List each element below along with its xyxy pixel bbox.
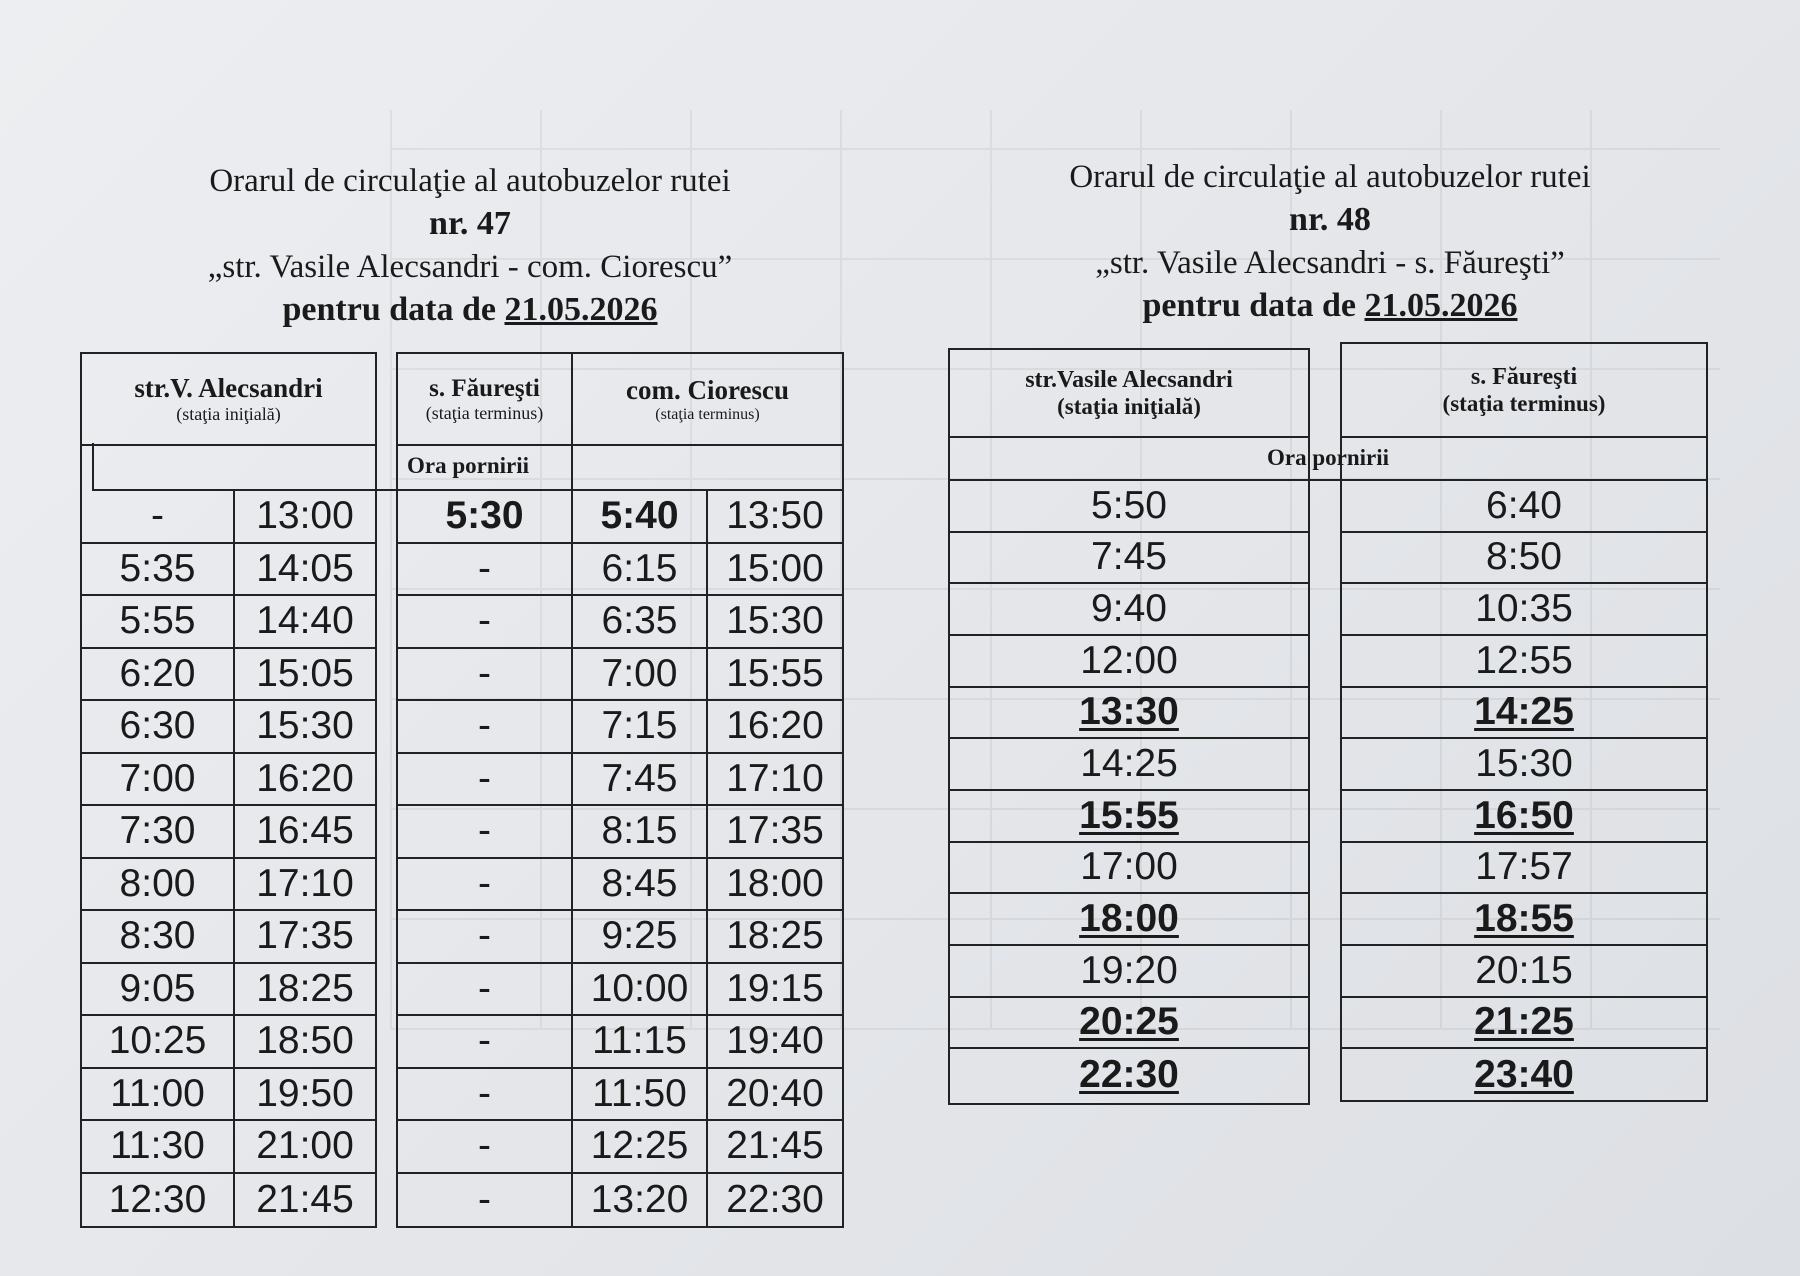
time-cell: 14:05 <box>235 544 375 597</box>
route-48-heading <box>970 156 1690 328</box>
time-cell: 17:10 <box>235 859 375 912</box>
time-cell: 22:30 <box>726 1177 824 1221</box>
station-note: (staţia terminus) <box>425 402 544 423</box>
time-cell: 13:20 <box>590 1177 689 1221</box>
time-cell: 17:35 <box>708 806 842 859</box>
time-cell: - <box>398 806 571 859</box>
route-48-title: Orarul de circulaţie al autobuzelor rutei <box>1069 159 1591 195</box>
time-cell: 11:50 <box>573 1069 706 1122</box>
time-cell: 23:40 <box>1474 1053 1574 1097</box>
time-cell: 17:00 <box>950 843 1308 895</box>
station-note: (staţia iniţială) <box>176 404 281 424</box>
time-cell: 6:40 <box>1342 481 1706 533</box>
time-cell: 8:30 <box>82 911 233 964</box>
time-cell: - <box>398 911 571 964</box>
time-cell: 13:00 <box>235 491 375 544</box>
ciorescu-column-1 <box>573 491 706 1226</box>
time-cell: 8:00 <box>82 859 233 912</box>
time-cell: 14:40 <box>235 596 375 649</box>
time-cell: 19:20 <box>950 946 1308 998</box>
station-name: s. Făureşti <box>1470 363 1578 390</box>
time-cell: 16:20 <box>708 701 842 754</box>
ora-pornirii-bar: Ora pornirii <box>92 443 844 491</box>
time-cell: 12:55 <box>1342 636 1706 688</box>
time-cell: - <box>398 649 571 702</box>
station-name: com. Ciorescu <box>626 374 789 405</box>
time-cell: - <box>82 491 233 544</box>
time-cell: 10:00 <box>573 964 706 1017</box>
time-cell: 19:40 <box>708 1016 842 1069</box>
time-cell: 12:25 <box>573 1121 706 1174</box>
fauresti-column <box>398 491 571 1226</box>
time-cell: 6:15 <box>573 544 706 597</box>
time-cell: 17:10 <box>708 754 842 807</box>
time-cell: 11:00 <box>82 1069 233 1122</box>
time-cell: - <box>398 1016 571 1069</box>
time-cell: 17:35 <box>235 911 375 964</box>
time-cell: 5:40 <box>573 491 706 544</box>
time-cell: 16:45 <box>235 806 375 859</box>
time-cell: - <box>478 1177 491 1221</box>
time-cell: 7:45 <box>573 754 706 807</box>
time-cell: 20:25 <box>950 998 1308 1050</box>
time-cell: - <box>398 544 571 597</box>
time-cell: 6:20 <box>82 649 233 702</box>
time-cell: 9:05 <box>82 964 233 1017</box>
time-cell: 15:05 <box>235 649 375 702</box>
time-cell: 5:35 <box>82 544 233 597</box>
time-cell: 7:00 <box>82 754 233 807</box>
alecsandri-column <box>950 481 1308 1101</box>
time-cell: 18:00 <box>708 859 842 912</box>
time-cell: - <box>398 1121 571 1174</box>
station-note: (staţia iniţială) <box>1057 393 1201 419</box>
terminus-header-row <box>398 354 842 446</box>
time-cell: 15:30 <box>235 701 375 754</box>
time-cell: 18:55 <box>1342 894 1706 946</box>
time-cell: 11:30 <box>82 1121 233 1174</box>
station-note: (staţia terminus) <box>1442 390 1606 416</box>
time-cell: 5:30 <box>398 491 571 544</box>
time-cell: 8:15 <box>573 806 706 859</box>
station-name: str.Vasile Alecsandri <box>1025 366 1233 393</box>
time-cell: 21:00 <box>235 1121 375 1174</box>
time-cell: 17:57 <box>1342 843 1706 895</box>
time-cell: 14:25 <box>1342 688 1706 740</box>
route-47-number: nr. 47 <box>429 205 511 243</box>
time-cell: 16:50 <box>1342 791 1706 843</box>
time-cell: - <box>398 964 571 1017</box>
station-name: s. Făureşti <box>429 374 540 402</box>
time-cell: 14:25 <box>950 739 1308 791</box>
time-cell: 20:40 <box>708 1069 842 1122</box>
time-cell: 15:00 <box>708 544 842 597</box>
time-cell: - <box>398 596 571 649</box>
time-cell: - <box>398 1069 571 1122</box>
time-cell: 21:25 <box>1342 998 1706 1050</box>
time-cell: 15:30 <box>1342 739 1706 791</box>
alecsandri-column-2 <box>235 491 375 1226</box>
time-cell: 10:25 <box>82 1016 233 1069</box>
time-cell: 7:45 <box>950 533 1308 585</box>
station-header <box>1342 344 1706 438</box>
time-cell: 12:00 <box>950 636 1308 688</box>
time-cell: 9:40 <box>950 584 1308 636</box>
date-value: 21.05.2026 <box>1364 286 1518 324</box>
ciorescu-column-2 <box>708 491 842 1226</box>
ora-pornirii-bar: Ora pornirii <box>948 436 1708 481</box>
time-cell: 18:00 <box>950 894 1308 946</box>
time-cell: - <box>398 859 571 912</box>
time-cell: 7:15 <box>573 701 706 754</box>
time-cell: 7:00 <box>573 649 706 702</box>
time-cell: 5:50 <box>950 481 1308 533</box>
time-cell: 20:15 <box>1342 946 1706 998</box>
time-cell: 21:45 <box>708 1121 842 1174</box>
time-cell: 18:50 <box>235 1016 375 1069</box>
time-cell: 8:45 <box>573 859 706 912</box>
time-cell: 12:30 <box>108 1177 207 1221</box>
time-cell: 9:25 <box>573 911 706 964</box>
fauresti-column <box>1342 481 1706 1101</box>
station-header <box>573 354 842 446</box>
time-cell: 16:20 <box>235 754 375 807</box>
time-cell: 13:50 <box>708 491 842 544</box>
station-header <box>950 350 1308 438</box>
time-cell: 11:15 <box>573 1016 706 1069</box>
time-cell: 8:50 <box>1342 533 1706 585</box>
time-cell: - <box>398 701 571 754</box>
date-prefix: pentru data de <box>282 290 496 328</box>
time-cell: 15:55 <box>950 791 1308 843</box>
time-cell: - <box>398 754 571 807</box>
route-48-route-name: „str. Vasile Alecsandri - s. Făureşti” <box>1095 244 1565 281</box>
route-47-heading <box>110 160 830 332</box>
date-value: 21.05.2026 <box>504 290 658 328</box>
time-cell: 5:55 <box>82 596 233 649</box>
time-cell: 22:30 <box>1079 1053 1179 1097</box>
time-cell: 6:35 <box>573 596 706 649</box>
route-48-number: nr. 48 <box>1289 201 1371 239</box>
time-cell: 6:30 <box>82 701 233 754</box>
alecsandri-column-1 <box>82 491 233 1226</box>
time-cell: 13:30 <box>950 688 1308 740</box>
route-47-title: Orarul de circulaţie al autobuzelor rutei <box>209 163 731 199</box>
route-47-route-name: „str. Vasile Alecsandri - com. Ciorescu” <box>207 248 733 285</box>
time-cell: 10:35 <box>1342 584 1706 636</box>
station-note: (staţia terminus) <box>655 405 760 423</box>
time-cell: 19:15 <box>708 964 842 1017</box>
time-cell: 21:45 <box>256 1177 354 1221</box>
station-header <box>398 354 573 446</box>
time-cell: 7:30 <box>82 806 233 859</box>
station-name: str.V. Alecsandri <box>134 373 323 403</box>
time-cell: 15:30 <box>708 596 842 649</box>
date-prefix: pentru data de <box>1142 286 1356 324</box>
station-header <box>82 354 375 446</box>
time-cell: 19:50 <box>235 1069 375 1122</box>
time-cell: 18:25 <box>235 964 375 1017</box>
time-cell: 18:25 <box>708 911 842 964</box>
time-cell: 15:55 <box>708 649 842 702</box>
route-48-date-line <box>970 284 1690 328</box>
route-47-date-line <box>110 288 830 332</box>
